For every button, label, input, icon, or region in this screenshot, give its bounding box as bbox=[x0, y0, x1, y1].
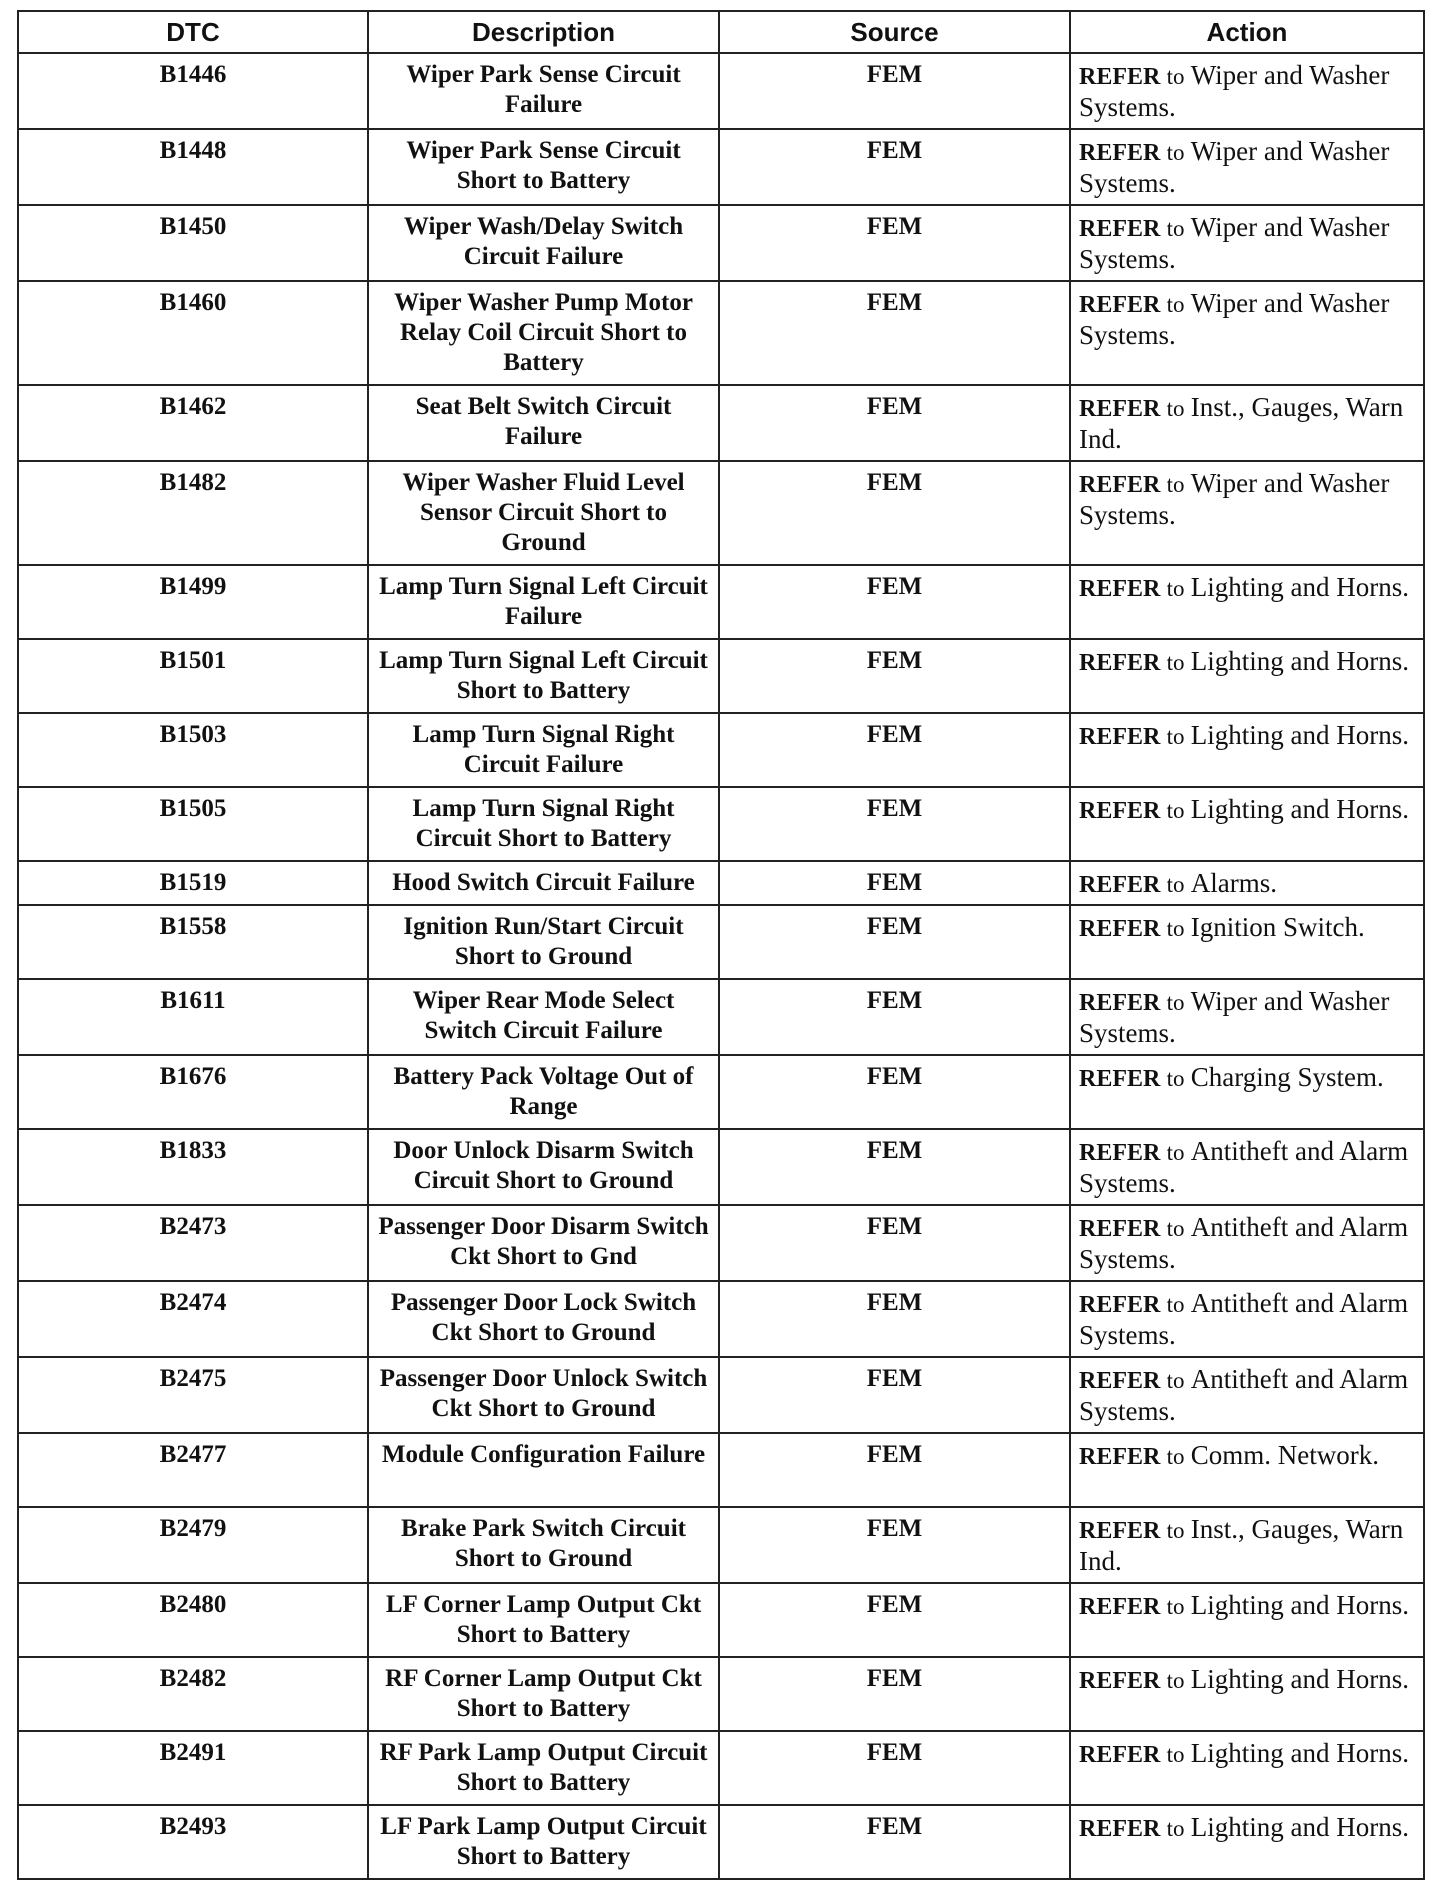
dtc-code-cell: B1462 bbox=[18, 385, 368, 461]
dtc-code-cell: B2473 bbox=[18, 1205, 368, 1281]
action-target: Wiper and Washer Systems. bbox=[1079, 60, 1390, 122]
action-refer-label: REFER bbox=[1079, 650, 1161, 676]
action-target: Lighting and Horns. bbox=[1190, 794, 1409, 824]
dtc-code-cell: B1833 bbox=[18, 1129, 368, 1205]
table-row bbox=[18, 1805, 1424, 1879]
source-cell: FEM bbox=[719, 1507, 1070, 1583]
action-refer-label: REFER bbox=[1079, 872, 1161, 898]
action-to-label: to bbox=[1166, 798, 1185, 823]
action-cell bbox=[1070, 713, 1424, 787]
action-cell bbox=[1070, 1433, 1424, 1507]
source-cell: FEM bbox=[719, 385, 1070, 461]
description-cell: Hood Switch Circuit Failure bbox=[368, 861, 719, 905]
header-source: Source bbox=[719, 11, 1070, 53]
action-refer-label: REFER bbox=[1079, 1292, 1161, 1318]
source-cell: FEM bbox=[719, 281, 1070, 385]
source-cell: FEM bbox=[719, 129, 1070, 205]
table-row bbox=[18, 1583, 1424, 1657]
table-row bbox=[18, 1357, 1424, 1433]
dtc-table bbox=[17, 10, 1425, 1880]
source-cell: FEM bbox=[719, 565, 1070, 639]
action-to-label: to bbox=[1166, 140, 1185, 165]
action-target: Inst., Gauges, Warn Ind. bbox=[1079, 1514, 1404, 1576]
document-page bbox=[17, 10, 1423, 1880]
action-target: Lighting and Horns. bbox=[1190, 1590, 1409, 1620]
action-cell bbox=[1070, 1357, 1424, 1433]
action-target: Wiper and Washer Systems. bbox=[1079, 212, 1390, 274]
dtc-code-cell: B2491 bbox=[18, 1731, 368, 1805]
action-refer-label: REFER bbox=[1079, 396, 1161, 422]
description-cell: Lamp Turn Signal Left Circuit Short to Battery bbox=[368, 639, 719, 713]
action-to-label: to bbox=[1166, 1816, 1185, 1841]
source-cell: FEM bbox=[719, 1433, 1070, 1507]
source-cell: FEM bbox=[719, 787, 1070, 861]
description-cell: Passenger Door Unlock Switch Ckt Short to Ground bbox=[368, 1357, 719, 1433]
source-cell: FEM bbox=[719, 1731, 1070, 1805]
action-to-label: to bbox=[1166, 1292, 1185, 1317]
action-refer-label: REFER bbox=[1079, 798, 1161, 824]
action-to-label: to bbox=[1166, 1368, 1185, 1393]
action-refer-label: REFER bbox=[1079, 1668, 1161, 1694]
dtc-code-cell: B1460 bbox=[18, 281, 368, 385]
action-to-label: to bbox=[1166, 1444, 1185, 1469]
description-cell: Wiper Park Sense Circuit Short to Battery bbox=[368, 129, 719, 205]
action-cell bbox=[1070, 53, 1424, 129]
action-cell bbox=[1070, 1055, 1424, 1129]
dtc-code-cell: B2493 bbox=[18, 1805, 368, 1879]
description-cell: Lamp Turn Signal Left Circuit Failure bbox=[368, 565, 719, 639]
action-to-label: to bbox=[1166, 292, 1185, 317]
action-to-label: to bbox=[1166, 396, 1185, 421]
action-refer-label: REFER bbox=[1079, 576, 1161, 602]
action-refer-label: REFER bbox=[1079, 1816, 1161, 1842]
action-refer-label: REFER bbox=[1079, 1518, 1161, 1544]
action-target: Lighting and Horns. bbox=[1190, 1738, 1409, 1768]
table-row bbox=[18, 565, 1424, 639]
action-to-label: to bbox=[1166, 1140, 1185, 1165]
description-cell: Wiper Wash/Delay Switch Circuit Failure bbox=[368, 205, 719, 281]
table-row bbox=[18, 861, 1424, 905]
action-to-label: to bbox=[1166, 216, 1185, 241]
source-cell: FEM bbox=[719, 1657, 1070, 1731]
action-cell bbox=[1070, 1583, 1424, 1657]
header-dtc: DTC bbox=[18, 11, 368, 53]
action-to-label: to bbox=[1166, 724, 1185, 749]
action-cell bbox=[1070, 1657, 1424, 1731]
action-to-label: to bbox=[1166, 1518, 1185, 1543]
action-cell bbox=[1070, 385, 1424, 461]
action-to-label: to bbox=[1166, 1668, 1185, 1693]
action-target: Wiper and Washer Systems. bbox=[1079, 136, 1390, 198]
action-to-label: to bbox=[1166, 576, 1185, 601]
action-cell bbox=[1070, 1805, 1424, 1879]
action-cell bbox=[1070, 205, 1424, 281]
action-refer-label: REFER bbox=[1079, 1368, 1161, 1394]
action-cell bbox=[1070, 1507, 1424, 1583]
dtc-code-cell: B1558 bbox=[18, 905, 368, 979]
description-cell: RF Corner Lamp Output Ckt Short to Battery bbox=[368, 1657, 719, 1731]
source-cell: FEM bbox=[719, 979, 1070, 1055]
dtc-code-cell: B1676 bbox=[18, 1055, 368, 1129]
dtc-code-cell: B1505 bbox=[18, 787, 368, 861]
dtc-code-cell: B1501 bbox=[18, 639, 368, 713]
table-row bbox=[18, 713, 1424, 787]
table-row bbox=[18, 639, 1424, 713]
action-target: Wiper and Washer Systems. bbox=[1079, 986, 1390, 1048]
table-row bbox=[18, 53, 1424, 129]
table-row bbox=[18, 1657, 1424, 1731]
action-target: Inst., Gauges, Warn Ind. bbox=[1079, 392, 1404, 454]
table-row bbox=[18, 979, 1424, 1055]
dtc-code-cell: B1503 bbox=[18, 713, 368, 787]
source-cell: FEM bbox=[719, 1805, 1070, 1879]
action-target: Alarms. bbox=[1190, 868, 1277, 898]
action-to-label: to bbox=[1166, 1742, 1185, 1767]
action-target: Ignition Switch. bbox=[1190, 912, 1365, 942]
source-cell: FEM bbox=[719, 713, 1070, 787]
description-cell: Wiper Washer Fluid Level Sensor Circuit Short to Ground bbox=[368, 461, 719, 565]
table-row bbox=[18, 461, 1424, 565]
description-cell: Seat Belt Switch Circuit Failure bbox=[368, 385, 719, 461]
action-to-label: to bbox=[1166, 1066, 1185, 1091]
action-target: Lighting and Horns. bbox=[1190, 1812, 1409, 1842]
description-cell: Ignition Run/Start Circuit Short to Ground bbox=[368, 905, 719, 979]
action-target: Wiper and Washer Systems. bbox=[1079, 288, 1390, 350]
description-cell: LF Park Lamp Output Circuit Short to Battery bbox=[368, 1805, 719, 1879]
source-cell: FEM bbox=[719, 1129, 1070, 1205]
action-cell bbox=[1070, 1281, 1424, 1357]
action-target: Antitheft and Alarm Systems. bbox=[1079, 1364, 1409, 1426]
dtc-code-cell: B2474 bbox=[18, 1281, 368, 1357]
source-cell: FEM bbox=[719, 1357, 1070, 1433]
description-cell: Passenger Door Disarm Switch Ckt Short to Gnd bbox=[368, 1205, 719, 1281]
action-refer-label: REFER bbox=[1079, 1140, 1161, 1166]
action-target: Comm. Network. bbox=[1190, 1440, 1379, 1470]
header-description: Description bbox=[368, 11, 719, 53]
description-cell: Wiper Rear Mode Select Switch Circuit Failure bbox=[368, 979, 719, 1055]
dtc-code-cell: B1448 bbox=[18, 129, 368, 205]
table-row bbox=[18, 281, 1424, 385]
action-refer-label: REFER bbox=[1079, 1066, 1161, 1092]
description-cell: Wiper Washer Pump Motor Relay Coil Circuit Short to Battery bbox=[368, 281, 719, 385]
action-refer-label: REFER bbox=[1079, 724, 1161, 750]
dtc-code-cell: B1482 bbox=[18, 461, 368, 565]
action-cell bbox=[1070, 861, 1424, 905]
action-cell bbox=[1070, 565, 1424, 639]
table-body bbox=[18, 53, 1424, 1879]
action-to-label: to bbox=[1166, 472, 1185, 497]
action-refer-label: REFER bbox=[1079, 64, 1161, 90]
description-cell: RF Park Lamp Output Circuit Short to Battery bbox=[368, 1731, 719, 1805]
table-row bbox=[18, 1055, 1424, 1129]
action-cell bbox=[1070, 129, 1424, 205]
action-refer-label: REFER bbox=[1079, 140, 1161, 166]
source-cell: FEM bbox=[719, 205, 1070, 281]
action-refer-label: REFER bbox=[1079, 292, 1161, 318]
source-cell: FEM bbox=[719, 1055, 1070, 1129]
action-target: Lighting and Horns. bbox=[1190, 720, 1409, 750]
table-row bbox=[18, 1281, 1424, 1357]
description-cell: Module Configuration Failure bbox=[368, 1433, 719, 1507]
action-refer-label: REFER bbox=[1079, 916, 1161, 942]
action-cell bbox=[1070, 979, 1424, 1055]
dtc-code-cell: B1519 bbox=[18, 861, 368, 905]
table-row bbox=[18, 905, 1424, 979]
action-refer-label: REFER bbox=[1079, 216, 1161, 242]
table-header bbox=[18, 11, 1424, 53]
table-row bbox=[18, 1731, 1424, 1805]
table-row bbox=[18, 1507, 1424, 1583]
action-cell bbox=[1070, 1731, 1424, 1805]
action-refer-label: REFER bbox=[1079, 1742, 1161, 1768]
action-target: Antitheft and Alarm Systems. bbox=[1079, 1136, 1409, 1198]
description-cell: Wiper Park Sense Circuit Failure bbox=[368, 53, 719, 129]
dtc-code-cell: B1450 bbox=[18, 205, 368, 281]
table-row bbox=[18, 1205, 1424, 1281]
table-row bbox=[18, 787, 1424, 861]
description-cell: Door Unlock Disarm Switch Circuit Short to Ground bbox=[368, 1129, 719, 1205]
dtc-code-cell: B2479 bbox=[18, 1507, 368, 1583]
source-cell: FEM bbox=[719, 53, 1070, 129]
action-target: Charging System. bbox=[1190, 1062, 1384, 1092]
action-target: Lighting and Horns. bbox=[1190, 572, 1409, 602]
description-cell: Passenger Door Lock Switch Ckt Short to Ground bbox=[368, 1281, 719, 1357]
action-target: Wiper and Washer Systems. bbox=[1079, 468, 1390, 530]
table-row bbox=[18, 385, 1424, 461]
action-to-label: to bbox=[1166, 990, 1185, 1015]
action-to-label: to bbox=[1166, 872, 1185, 897]
source-cell: FEM bbox=[719, 861, 1070, 905]
dtc-code-cell: B2482 bbox=[18, 1657, 368, 1731]
description-cell: Lamp Turn Signal Right Circuit Failure bbox=[368, 713, 719, 787]
table-row bbox=[18, 129, 1424, 205]
description-cell: Brake Park Switch Circuit Short to Ground bbox=[368, 1507, 719, 1583]
action-target: Antitheft and Alarm Systems. bbox=[1079, 1212, 1409, 1274]
dtc-code-cell: B2475 bbox=[18, 1357, 368, 1433]
source-cell: FEM bbox=[719, 461, 1070, 565]
table-row bbox=[18, 1129, 1424, 1205]
action-refer-label: REFER bbox=[1079, 1444, 1161, 1470]
dtc-code-cell: B1611 bbox=[18, 979, 368, 1055]
action-refer-label: REFER bbox=[1079, 472, 1161, 498]
action-refer-label: REFER bbox=[1079, 990, 1161, 1016]
header-row bbox=[18, 11, 1424, 53]
description-cell: Lamp Turn Signal Right Circuit Short to Battery bbox=[368, 787, 719, 861]
action-cell bbox=[1070, 1129, 1424, 1205]
table-row bbox=[18, 1433, 1424, 1507]
action-to-label: to bbox=[1166, 650, 1185, 675]
action-cell bbox=[1070, 905, 1424, 979]
action-target: Lighting and Horns. bbox=[1190, 646, 1409, 676]
dtc-code-cell: B1446 bbox=[18, 53, 368, 129]
action-cell bbox=[1070, 787, 1424, 861]
source-cell: FEM bbox=[719, 1205, 1070, 1281]
action-cell bbox=[1070, 639, 1424, 713]
source-cell: FEM bbox=[719, 639, 1070, 713]
table-row bbox=[18, 205, 1424, 281]
action-cell bbox=[1070, 281, 1424, 385]
action-target: Lighting and Horns. bbox=[1190, 1664, 1409, 1694]
action-to-label: to bbox=[1166, 64, 1185, 89]
description-cell: LF Corner Lamp Output Ckt Short to Battery bbox=[368, 1583, 719, 1657]
action-refer-label: REFER bbox=[1079, 1216, 1161, 1242]
action-to-label: to bbox=[1166, 1594, 1185, 1619]
source-cell: FEM bbox=[719, 1583, 1070, 1657]
action-to-label: to bbox=[1166, 916, 1185, 941]
action-target: Antitheft and Alarm Systems. bbox=[1079, 1288, 1409, 1350]
action-cell bbox=[1070, 1205, 1424, 1281]
action-to-label: to bbox=[1166, 1216, 1185, 1241]
action-cell bbox=[1070, 461, 1424, 565]
dtc-code-cell: B2477 bbox=[18, 1433, 368, 1507]
action-refer-label: REFER bbox=[1079, 1594, 1161, 1620]
source-cell: FEM bbox=[719, 1281, 1070, 1357]
header-action: Action bbox=[1070, 11, 1424, 53]
description-cell: Battery Pack Voltage Out of Range bbox=[368, 1055, 719, 1129]
dtc-code-cell: B2480 bbox=[18, 1583, 368, 1657]
source-cell: FEM bbox=[719, 905, 1070, 979]
dtc-code-cell: B1499 bbox=[18, 565, 368, 639]
